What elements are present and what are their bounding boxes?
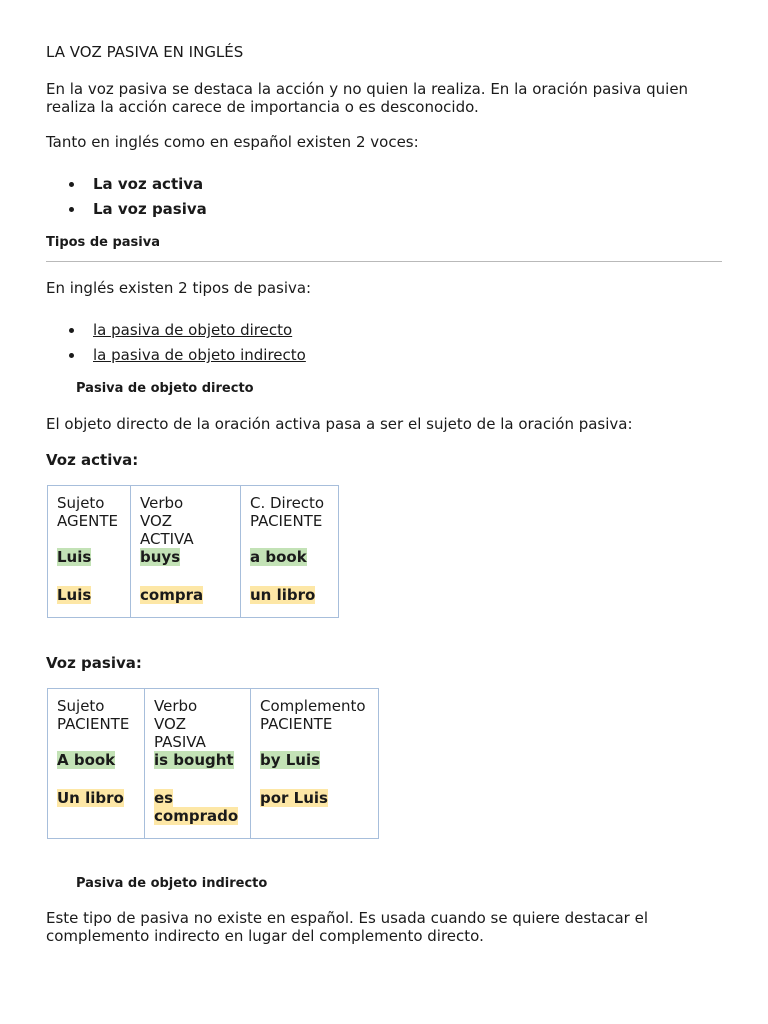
list-item [46, 346, 306, 371]
list-item [46, 321, 306, 346]
passive-label: Voz pasiva: [46, 654, 142, 672]
voices-list [46, 175, 207, 225]
direct-intro: El objeto directo de la oración activa pasa a ser el sujeto de la oración pasiva: [46, 415, 633, 433]
table-cell: Complemento PACIENTE by Luis por Luis [251, 689, 379, 839]
table-cell: Verbo VOZ ACTIVA buys compra [131, 486, 241, 618]
types-list [46, 321, 306, 371]
bullet-icon [69, 207, 74, 212]
page-title: LA VOZ PASIVA EN INGLÉS [46, 43, 244, 61]
bullet-icon [69, 182, 74, 187]
table-row [48, 486, 339, 618]
voices-intro: Tanto en inglés como en español existen 2 voces: [46, 133, 419, 151]
passive-voice-table [47, 688, 379, 839]
direct-heading: Pasiva de objeto directo [76, 381, 254, 396]
bullet-icon [69, 353, 74, 358]
link-direct-object-passive[interactable]: la pasiva de objeto directo [93, 321, 293, 339]
bullet-icon [69, 328, 74, 333]
types-intro: En inglés existen 2 tipos de pasiva: [46, 279, 312, 297]
table-cell: Sujeto PACIENTE A book Un libro [48, 689, 145, 839]
list-item: La voz activa [46, 175, 207, 200]
active-voice-table [47, 485, 339, 618]
list-item: La voz pasiva [46, 200, 207, 225]
table-cell: Verbo VOZ PASIVA is bought es comprado [145, 689, 251, 839]
table-row [48, 689, 379, 839]
active-label: Voz activa: [46, 451, 139, 469]
indirect-heading: Pasiva de objeto indirecto [76, 876, 268, 891]
types-heading: Tipos de pasiva [46, 235, 160, 250]
divider [46, 261, 722, 262]
intro-paragraph: En la voz pasiva se destaca la acción y no quien la realiza. En la oración pasiva quien realiza la acción carece de importancia o es desconocido. [46, 80, 689, 116]
table-cell: Sujeto AGENTE Luis Luis [48, 486, 131, 618]
link-indirect-object-passive[interactable]: la pasiva de objeto indirecto [93, 346, 306, 364]
indirect-paragraph: Este tipo de pasiva no existe en español. Es usada cuando se quiere destacar el complemento indirecto en lugar del complemento directo. [46, 909, 648, 945]
table-cell: C. Directo PACIENTE a book un libro [241, 486, 339, 618]
